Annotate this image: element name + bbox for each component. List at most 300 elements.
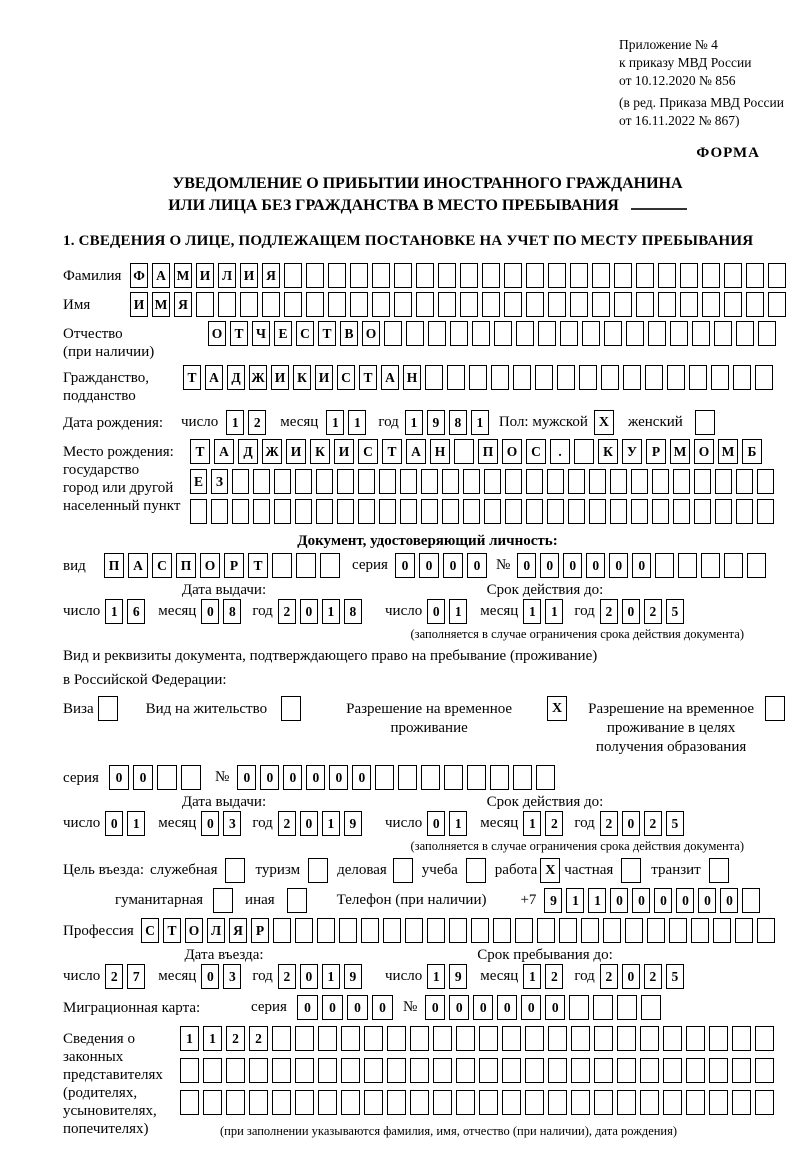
char-cell [296, 553, 316, 578]
char-cell [680, 263, 698, 288]
char-cell: 1 [449, 599, 467, 624]
char-cell: 0 [676, 888, 694, 913]
identity-issue-date [63, 599, 385, 624]
char-cell: С [141, 918, 159, 943]
char-cell [316, 499, 333, 524]
char-cell [295, 499, 312, 524]
form-title [63, 173, 792, 217]
char-cell: Ф [130, 263, 148, 288]
char-cell [569, 995, 589, 1020]
char-cell: 2 [105, 964, 123, 989]
char-cell [581, 918, 599, 943]
char-cell: С [526, 439, 546, 464]
revision-line: (в ред. Приказа МВД России [619, 95, 784, 110]
char-cell [647, 918, 665, 943]
char-cell [387, 1090, 406, 1115]
char-cell: 0 [283, 765, 302, 790]
char-cell [416, 263, 434, 288]
birth-date-row [63, 410, 792, 435]
migration-card-label: Миграционная карта: [63, 1000, 201, 1016]
char-cell [652, 499, 669, 524]
char-cell: Б [742, 439, 762, 464]
char-cell [196, 292, 214, 317]
char-cell: 5 [666, 964, 684, 989]
char-cell: М [670, 439, 690, 464]
phone-label: Телефон (при наличии) [336, 892, 487, 908]
char-cell [383, 918, 401, 943]
char-cell [272, 553, 292, 578]
char-cell: Н [403, 365, 421, 390]
char-cell [686, 1058, 705, 1083]
char-cell [316, 469, 333, 494]
char-cell [375, 765, 394, 790]
char-cell: 1 [326, 410, 344, 435]
char-cell [525, 1090, 544, 1115]
char-cell: 8 [223, 599, 241, 624]
char-cell [328, 292, 346, 317]
char-cell: А [152, 263, 170, 288]
char-cell [603, 918, 621, 943]
firstname-label: Имя [63, 297, 91, 313]
char-cell [428, 321, 446, 346]
char-cell [456, 1058, 475, 1083]
char-cell [548, 292, 566, 317]
char-cell: 1 [322, 599, 340, 624]
male-checkbox: X [594, 410, 614, 435]
char-cell: А [214, 439, 234, 464]
char-cell: 2 [600, 811, 618, 836]
char-cell: 0 [622, 964, 640, 989]
char-cell: К [310, 439, 330, 464]
char-cell [379, 499, 396, 524]
char-cell: П [478, 439, 498, 464]
char-cell [364, 1090, 383, 1115]
char-cell [274, 469, 291, 494]
char-cell [673, 499, 690, 524]
char-cell [226, 1090, 245, 1115]
char-cell [425, 365, 443, 390]
purpose-option-label: учеба [421, 862, 458, 878]
residence-series-cells [109, 765, 201, 790]
char-cell [757, 499, 774, 524]
char-cell: 3 [223, 964, 241, 989]
migration-card-row [63, 995, 792, 1020]
char-cell [505, 469, 522, 494]
char-cell: 0 [419, 553, 439, 578]
validity-note: (заполняется в случае ограничения срока действия документа) [410, 627, 744, 641]
char-cell [617, 995, 637, 1020]
char-cell [636, 263, 654, 288]
issue-day-cells [105, 599, 145, 624]
char-cell [387, 1026, 406, 1051]
day-label: число [63, 603, 101, 619]
char-cell: О [362, 321, 380, 346]
char-cell [604, 321, 622, 346]
purpose-option-label: иная [245, 892, 275, 908]
char-cell [471, 918, 489, 943]
char-cell [701, 553, 720, 578]
char-cell [614, 292, 632, 317]
char-cell [548, 1058, 567, 1083]
char-cell: А [128, 553, 148, 578]
identity-doc-heading: Документ, удостоверяющий личность: [297, 533, 558, 549]
char-cell: 1 [545, 599, 563, 624]
char-cell [421, 469, 438, 494]
char-cell [253, 469, 270, 494]
stay-day-cells [427, 964, 467, 989]
char-cell [636, 292, 654, 317]
char-cell [218, 292, 236, 317]
char-cell [358, 499, 375, 524]
char-cell [526, 469, 543, 494]
char-cell: У [622, 439, 642, 464]
purpose-other-checkbox [287, 888, 307, 913]
char-cell [589, 469, 606, 494]
char-cell [387, 1058, 406, 1083]
residence-valid-day-cells [427, 811, 467, 836]
char-cell: 1 [226, 410, 244, 435]
char-cell: 0 [545, 995, 565, 1020]
char-cell [742, 888, 760, 913]
char-cell: 0 [427, 599, 445, 624]
issue-date-heading: Дата выдачи: [181, 794, 267, 810]
char-cell [755, 1026, 774, 1051]
purpose-option-label: частная [564, 862, 614, 878]
month-label: месяц [480, 815, 519, 831]
char-cell: 1 [203, 1026, 222, 1051]
char-cell [548, 1090, 567, 1115]
purpose-transit-checkbox [709, 858, 729, 883]
char-cell: 1 [105, 599, 123, 624]
char-cell [157, 765, 177, 790]
char-cell [502, 1026, 521, 1051]
char-cell [715, 469, 732, 494]
char-cell [341, 1026, 360, 1051]
char-cell [526, 292, 544, 317]
char-cell [295, 1090, 314, 1115]
char-cell: 0 [201, 599, 219, 624]
visa-option [63, 696, 118, 721]
char-cell: 8 [449, 410, 467, 435]
birth-place-block [63, 439, 792, 529]
char-cell [484, 499, 501, 524]
phone-cells [544, 888, 760, 913]
char-cell [318, 1090, 337, 1115]
year-label: год [574, 815, 595, 831]
stay-until-date [385, 964, 684, 989]
char-cell [709, 1090, 728, 1115]
temp-residence-education-label: Разрешение на временное проживание в целях получения образования [588, 701, 755, 755]
char-cell: 2 [600, 964, 618, 989]
char-cell: 0 [297, 995, 318, 1020]
birth-month-cells [326, 410, 366, 435]
char-cell [592, 263, 610, 288]
purpose-row1 [63, 858, 792, 883]
appendix-line: к приказу МВД России [619, 55, 752, 70]
char-cell [494, 321, 512, 346]
char-cell [724, 292, 742, 317]
char-cell [640, 1026, 659, 1051]
char-cell [504, 292, 522, 317]
char-cell: 1 [348, 410, 366, 435]
char-cell: 1 [322, 964, 340, 989]
char-cell: Л [207, 918, 225, 943]
char-cell [640, 1058, 659, 1083]
char-cell [516, 321, 534, 346]
stay-year-cells [600, 964, 684, 989]
char-cell: 0 [517, 553, 536, 578]
char-cell: 2 [644, 811, 662, 836]
char-cell: 8 [344, 599, 362, 624]
char-cell: Е [190, 469, 207, 494]
char-cell: Т [318, 321, 336, 346]
char-cell [249, 1058, 268, 1083]
char-cell [571, 1026, 590, 1051]
residence-doc-dates-headers [63, 794, 792, 811]
char-cell: И [196, 263, 214, 288]
char-cell [450, 321, 468, 346]
char-cell [694, 469, 711, 494]
residence-doc-number-row [63, 765, 792, 790]
char-cell [410, 1090, 429, 1115]
char-cell: З [211, 469, 228, 494]
char-cell [538, 321, 556, 346]
char-cell [438, 263, 456, 288]
char-cell [273, 918, 291, 943]
char-cell [601, 365, 619, 390]
char-cell [574, 439, 594, 464]
char-cell: 0 [654, 888, 672, 913]
citizenship-cells [183, 365, 773, 390]
char-cell: 0 [473, 995, 493, 1020]
valid-day-cells [427, 599, 467, 624]
char-cell: 0 [609, 553, 628, 578]
char-cell [594, 1026, 613, 1051]
char-cell: П [176, 553, 196, 578]
char-cell [379, 469, 396, 494]
char-cell [181, 765, 201, 790]
char-cell: 0 [622, 811, 640, 836]
char-cell [328, 263, 346, 288]
purpose-study-checkbox [466, 858, 486, 883]
valid-year-cells [600, 599, 684, 624]
char-cell: 9 [449, 964, 467, 989]
char-cell [350, 292, 368, 317]
char-cell: 0 [720, 888, 738, 913]
char-cell: С [358, 439, 378, 464]
char-cell: 0 [300, 964, 318, 989]
purpose-work-checkbox: X [540, 858, 560, 883]
char-cell [447, 365, 465, 390]
char-cell [663, 1026, 682, 1051]
profession-label: Профессия [63, 923, 134, 939]
char-cell [746, 263, 764, 288]
char-cell [582, 321, 600, 346]
visa-checkbox [98, 696, 118, 721]
char-cell [593, 995, 613, 1020]
char-cell [444, 765, 463, 790]
char-cell: Е [274, 321, 292, 346]
char-cell [755, 365, 773, 390]
char-cell [274, 499, 291, 524]
char-cell: 0 [586, 553, 605, 578]
birth-place-rows [190, 439, 792, 529]
char-cell: 2 [249, 1026, 268, 1051]
char-cell [592, 292, 610, 317]
temp-residence-education-option [587, 696, 785, 757]
char-cell [479, 1058, 498, 1083]
char-cell [460, 263, 478, 288]
temp-residence-education-checkbox [765, 696, 785, 721]
firstname-cells [130, 292, 786, 317]
year-label: год [574, 968, 595, 984]
purpose-business-checkbox [393, 858, 413, 883]
char-cell: Ж [262, 439, 282, 464]
char-cell [670, 321, 688, 346]
char-cell [568, 469, 585, 494]
char-cell [526, 499, 543, 524]
purpose-option-label: служебная [149, 862, 218, 878]
residence-doc-options [63, 696, 792, 757]
month-label: месяц [280, 414, 319, 430]
char-cell [438, 292, 456, 317]
char-cell [610, 499, 627, 524]
char-cell: М [152, 292, 170, 317]
representatives-row3-cells [180, 1090, 774, 1115]
char-cell [405, 918, 423, 943]
entry-date [63, 964, 385, 989]
char-cell: 2 [226, 1026, 245, 1051]
valid-month-cells [523, 599, 563, 624]
year-label: год [378, 414, 399, 430]
char-cell [320, 553, 340, 578]
char-cell: 1 [523, 964, 541, 989]
day-label: число [385, 968, 423, 984]
char-cell [655, 553, 674, 578]
char-cell [502, 1058, 521, 1083]
char-cell [372, 292, 390, 317]
char-cell: А [381, 365, 399, 390]
char-cell: С [152, 553, 172, 578]
char-cell [479, 1090, 498, 1115]
char-cell: О [502, 439, 522, 464]
char-cell [490, 765, 509, 790]
char-cell [272, 1058, 291, 1083]
char-cell [715, 499, 732, 524]
char-cell [757, 918, 775, 943]
char-cell [306, 292, 324, 317]
char-cell [702, 292, 720, 317]
entry-dates-headers [63, 947, 792, 964]
char-cell [594, 1090, 613, 1115]
char-cell: И [315, 365, 333, 390]
identity-doc-dates [63, 599, 792, 624]
char-cell [272, 1026, 291, 1051]
char-cell: Я [262, 263, 280, 288]
char-cell [262, 292, 280, 317]
char-cell [747, 553, 766, 578]
char-cell: Л [218, 263, 236, 288]
char-cell [398, 765, 417, 790]
residence-doc-line1: Вид и реквизиты документа, подтверждающего право на пребывание (проживание) [63, 648, 598, 664]
char-cell [502, 1090, 521, 1115]
char-cell: 1 [471, 410, 489, 435]
month-label: месяц [158, 603, 197, 619]
char-cell: 2 [644, 964, 662, 989]
char-cell: . [550, 439, 570, 464]
char-cell [559, 918, 577, 943]
form-title-line1: УВЕДОМЛЕНИЕ О ПРИБЫТИИ ИНОСТРАННОГО ГРАЖДАНИНА [172, 175, 683, 192]
char-cell [442, 469, 459, 494]
char-cell: Д [227, 365, 245, 390]
year-label: год [252, 968, 273, 984]
char-cell [557, 365, 575, 390]
char-cell [410, 1058, 429, 1083]
char-cell [463, 469, 480, 494]
char-cell [570, 292, 588, 317]
char-cell [535, 365, 553, 390]
char-cell: 2 [278, 599, 296, 624]
title-blank-underline [631, 208, 687, 210]
char-cell: Я [229, 918, 247, 943]
char-cell [433, 1090, 452, 1115]
char-cell [617, 1058, 636, 1083]
identity-doc-row [63, 553, 792, 578]
entry-day-cells [105, 964, 145, 989]
purpose-label: Цель въезда: [63, 862, 144, 878]
char-cell: 0 [632, 553, 651, 578]
char-cell [372, 263, 390, 288]
char-cell: 0 [443, 553, 463, 578]
char-cell: О [208, 321, 226, 346]
temp-residence-label: Разрешение на временное проживание [346, 701, 513, 736]
char-cell [525, 1026, 544, 1051]
char-cell: 0 [425, 995, 445, 1020]
char-cell [663, 1058, 682, 1083]
identity-valid-date [385, 599, 684, 624]
char-cell [513, 365, 531, 390]
year-label: год [574, 603, 595, 619]
char-cell: 0 [300, 811, 318, 836]
char-cell [467, 765, 486, 790]
birth-year-cells [405, 410, 489, 435]
profession-row [63, 918, 792, 943]
char-cell [623, 365, 641, 390]
char-cell: К [598, 439, 618, 464]
char-cell [758, 321, 776, 346]
migration-series-cells [297, 995, 393, 1020]
char-cell [513, 765, 532, 790]
char-cell: 0 [237, 765, 256, 790]
doc-type-cells [104, 553, 340, 578]
char-cell [625, 918, 643, 943]
char-cell [732, 1058, 751, 1083]
sex-male-label: Пол: мужской [498, 414, 588, 430]
char-cell: Т [190, 439, 210, 464]
char-cell [732, 1026, 751, 1051]
char-cell: Т [248, 553, 268, 578]
char-cell [410, 1026, 429, 1051]
char-cell [589, 499, 606, 524]
char-cell [416, 292, 434, 317]
char-cell: 0 [133, 765, 153, 790]
char-cell: Я [174, 292, 192, 317]
char-cell: 1 [127, 811, 145, 836]
char-cell [361, 918, 379, 943]
entry-date-heading: Дата въезда: [184, 947, 264, 963]
sex-female-label: женский [627, 414, 683, 430]
char-cell [680, 292, 698, 317]
